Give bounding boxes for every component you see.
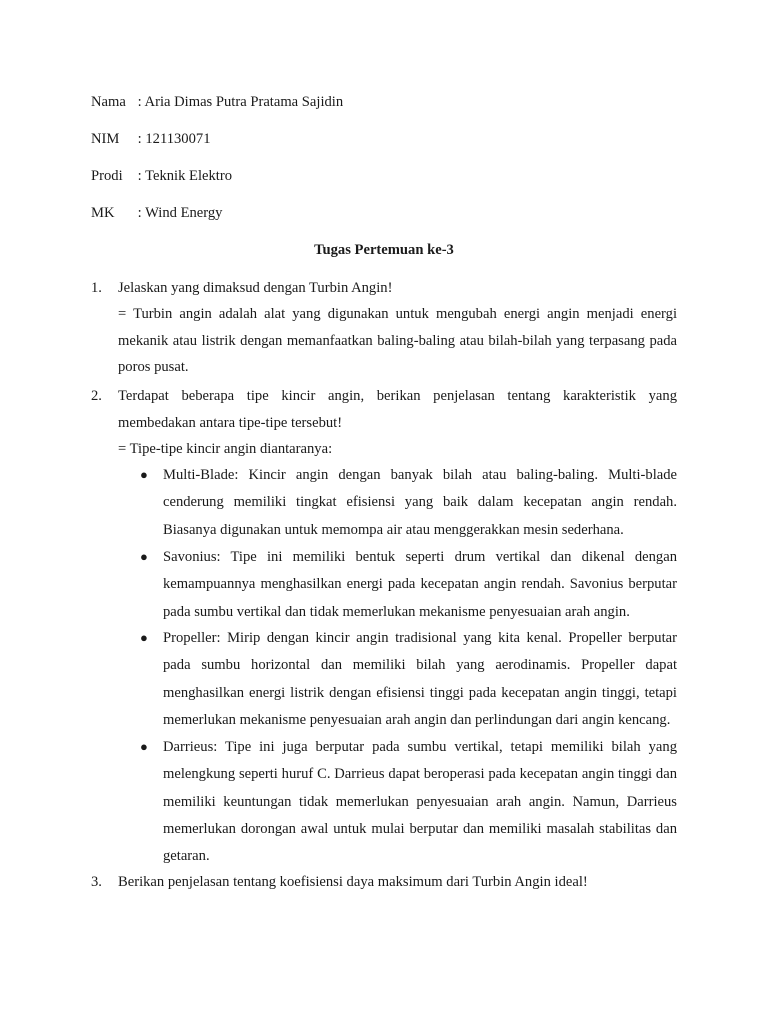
info-mk-label: MK: [91, 205, 115, 221]
bullet-icon: ●: [140, 630, 148, 645]
answer-2-intro: = Tipe-tipe kincir angin diantaranya:: [118, 441, 333, 457]
question-3-text: Berikan penjelasan tentang koefisiensi daya maksimum dari Turbin Angin ideal!: [118, 874, 588, 890]
info-nama-label: Nama: [91, 94, 126, 110]
bullet-icon: ●: [140, 467, 148, 482]
answer-1-text: = Turbin angin adalah alat yang digunakan untuk mengubah energi angin menjadi energi mekanik atau listrik dengan memanfaatkan baling-baling atau bilah-bilah yang terpasang pada poros pusat.: [118, 306, 677, 375]
info-nama-value: : Aria Dimas Putra Pratama Sajidin: [137, 94, 344, 110]
info-mk-value: : Wind Energy: [137, 205, 223, 221]
question-3-number: 3.: [91, 874, 102, 890]
bullet-icon: ●: [140, 739, 148, 754]
question-1-text: Jelaskan yang dimaksud dengan Turbin Angin!: [118, 280, 393, 296]
bullet-icon: ●: [140, 549, 148, 564]
info-nim-value: : 121130071: [137, 131, 211, 147]
list-item-propeller: Propeller: Mirip dengan kincir angin tradisional yang kita kenal. Propeller berputar pada sumbu horizontal dan memiliki bilah yang aerodinamis. Propeller dapat menghasilkan energi listrik dengan efisiensi tinggi pada kecepatan angin tinggi, tetapi memerlukan mekanisme penyesuaian arah angin dan perlindungan dari angin kencang.: [163, 630, 677, 728]
info-nim: [91, 129, 211, 149]
info-prodi: [91, 166, 232, 186]
info-mk: [91, 203, 222, 223]
info-prodi-label: Prodi: [91, 168, 123, 184]
document-title: Tugas Pertemuan ke-3: [314, 242, 454, 258]
question-2-number: 2.: [91, 388, 102, 404]
info-nama: [91, 92, 343, 112]
info-nim-label: NIM: [91, 131, 120, 147]
info-prodi-value: : Teknik Elektro: [137, 168, 233, 184]
question-1-number: 1.: [91, 280, 102, 296]
question-2-text: Terdapat beberapa tipe kincir angin, berikan penjelasan tentang karakteristik yang membedakan antara tipe-tipe tersebut!: [118, 388, 677, 431]
list-item-multi-blade: Multi-Blade: Kincir angin dengan banyak bilah atau baling-baling. Multi-blade cenderung memiliki tingkat efisiensi yang baik dalam kecepatan angin rendah. Biasanya digunakan untuk memompa air atau menggerakkan mesin sederhana.: [163, 467, 677, 538]
list-item-darrieus: Darrieus: Tipe ini juga berputar pada sumbu vertikal, tetapi memiliki bilah yang melengkung seperti huruf C. Darrieus dapat beroperasi pada kecepatan angin tinggi dan memiliki keuntungan tidak memerlukan penyesuaian arah angin. Namun, Darrieus memerlukan dorongan awal untuk mulai berputar dan memiliki masalah stabilitas dan getaran.: [163, 739, 677, 865]
list-item-savonius: Savonius: Tipe ini memiliki bentuk seperti drum vertikal dan dikenal dengan kemampuannya menghasilkan energi pada kecepatan angin rendah. Savonius berputar pada sumbu vertikal dan tidak memerlukan mekanisme penyesuaian arah angin.: [163, 549, 677, 620]
